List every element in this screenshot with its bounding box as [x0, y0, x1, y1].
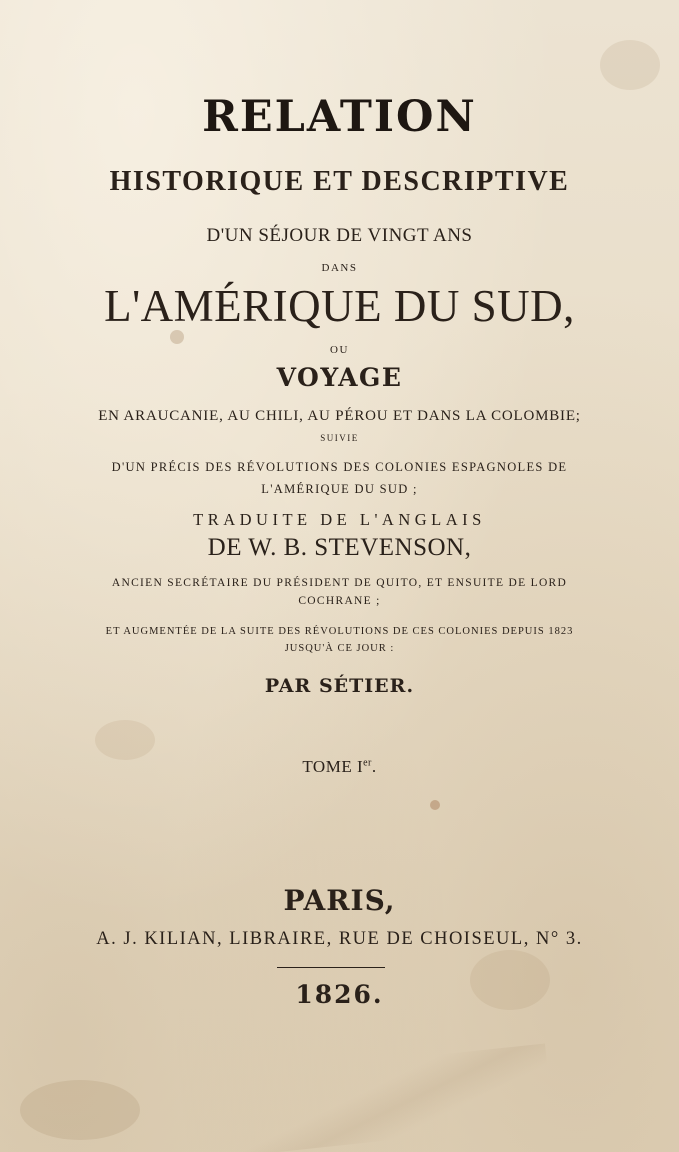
precis-line-2: L'AMÉRIQUE DU SUD ; [261, 482, 418, 496]
connector-dans: DANS [321, 262, 358, 274]
translation-note: TRADUITE DE L'ANGLAIS [193, 510, 486, 529]
precis-line-1: D'UN PRÉCIS DES RÉVOLUTIONS DES COLONIES ESPAGNOLES DE [111, 460, 568, 474]
paper-crease [227, 1043, 554, 1152]
volume-ordinal: er [363, 757, 372, 769]
book-title: RELATION [202, 92, 477, 142]
foxing-stain [170, 330, 184, 344]
author-credentials-line-2: COCHRANE ; [298, 595, 381, 607]
connector-suivie: SUIVIE [320, 433, 359, 443]
voyage-places: EN ARAUCANIE, AU CHILI, AU PÉROU ET DANS LA COLOMBIE; [98, 408, 581, 424]
imprint-rule [277, 967, 385, 968]
volume-number: TOME I [302, 757, 364, 776]
publication-city: PARIS, [283, 884, 396, 917]
foxing-stain [430, 800, 440, 810]
publication-year: 1826. [295, 980, 384, 1009]
connector-ou: OU [330, 344, 349, 356]
foxing-stain [20, 1080, 140, 1140]
augmentation-note-line-2: JUSQU'À CE JOUR : [284, 643, 395, 654]
translator-name: PAR SÉTIER. [264, 675, 415, 697]
foxing-stain [600, 40, 660, 90]
subtitle-historique: HISTORIQUE ET DESCRIPTIVE [109, 166, 570, 197]
voyage-heading: VOYAGE [276, 363, 403, 392]
volume-label [0, 757, 679, 777]
author-name: DE W. B. STEVENSON, [207, 534, 472, 561]
publisher-imprint: A. J. KILIAN, LIBRAIRE, RUE DE CHOISEUL, N° 3. [96, 929, 583, 949]
main-place-heading: L'AMÉRIQUE DU SUD, [104, 281, 575, 331]
subtitle-sejour: D'UN SÉJOUR DE VINGT ANS [206, 225, 473, 246]
foxing-stain [95, 720, 155, 760]
volume-period: . [371, 757, 377, 776]
augmentation-note-line-1: ET AUGMENTÉE DE LA SUITE DES RÉVOLUTIONS DE CES COLONIES DEPUIS 1823 [105, 626, 574, 637]
author-credentials-line-1: ANCIEN SECRÉTAIRE DU PRÉSIDENT DE QUITO, ET ENSUITE DE LORD [111, 577, 568, 589]
